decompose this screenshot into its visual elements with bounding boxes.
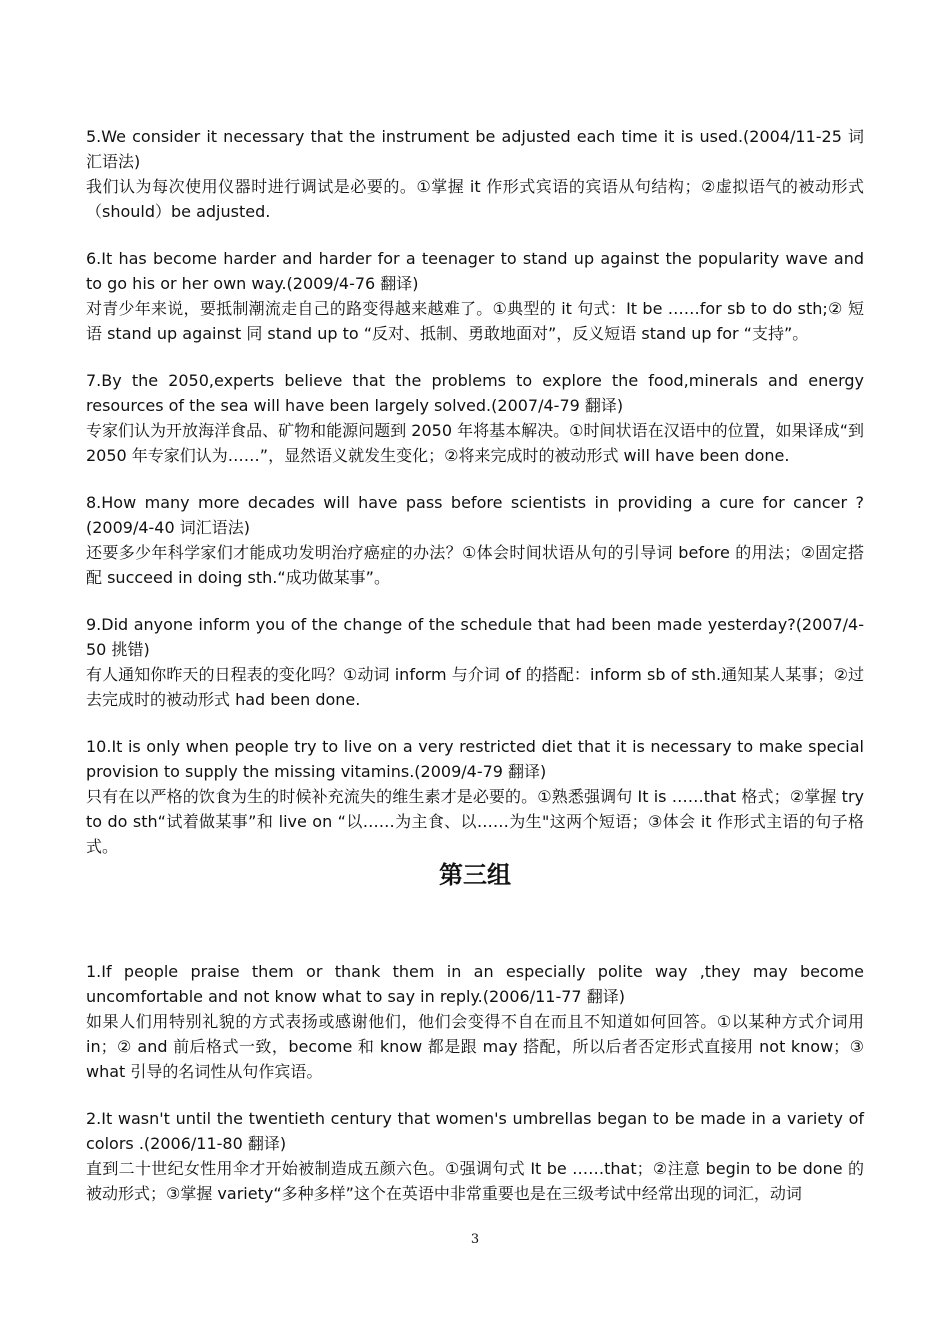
- entry-chinese: 专家们认为开放海洋食品、矿物和能源问题到 2050 年将基本解决。①时间状语在汉语中的位置，如果译成“到 2050 年专家们认为……”，显然语义就发生变化；②将来完成时的被动形式 will have been done.: [86, 421, 864, 465]
- entry-chinese: 有人通知你昨天的日程表的变化吗？①动词 inform 与介词 of 的搭配：inform sb of sth.通知某人某事；②过去完成时的被动形式 had been done.: [86, 665, 864, 709]
- entry-english: 7.By the 2050,experts believe that the problems to explore the food,minerals and energy resources of the sea will have been largely solved.(2007/4-79 翻译): [86, 371, 864, 415]
- entry-8: [86, 490, 864, 590]
- entry-english: 6.It has become harder and harder for a teenager to stand up against the popularity wave and to go his or her own way.(2009/4-76 翻译): [86, 249, 864, 293]
- entry-english: 9.Did anyone inform you of the change of the schedule that had been made yesterday?(2007/4-50 挑错): [86, 615, 864, 659]
- entry-chinese: 只有在以严格的饮食为生的时候补充流失的维生素才是必要的。①熟悉强调句 It is ……that 格式；②掌握 try to do sth“试着做某事”和 live on “以……为主食、以……为生"这两个短语；③体会 it 作形式主语的句子格式。: [86, 787, 864, 856]
- document-page: [86, 124, 864, 1228]
- entry-group3-2: [86, 1106, 864, 1206]
- entry-9: [86, 612, 864, 712]
- page-number: 3: [470, 1232, 480, 1247]
- entry-7: [86, 368, 864, 468]
- entry-chinese: 还要多少年科学家们才能成功发明治疗癌症的办法？①体会时间状语从句的引导词 before 的用法；②固定搭配 succeed in doing sth.“成功做某事”。: [86, 543, 864, 587]
- section-heading: 第三组: [439, 861, 511, 889]
- entry-english: 5.We consider it necessary that the instrument be adjusted each time it is used.(2004/11-25 词汇语法): [86, 127, 864, 171]
- entry-chinese: 如果人们用特别礼貌的方式表扬或感谢他们，他们会变得不自在而且不知道如何回答。①以某种方式介词用 in；② and 前后格式一致，become 和 know 都是跟 may 搭配，所以后者否定形式直接用 not know；③ what 引导的名词性从句作宾语。: [86, 1012, 864, 1081]
- entry-5: [86, 124, 864, 224]
- entry-english: 2.It wasn't until the twentieth century that women's umbrellas began to be made in a variety of colors .(2006/11-80 翻译): [86, 1109, 864, 1153]
- entry-english: 8.How many more decades will have pass before scientists in providing a cure for cancer ?(2009/4-40 词汇语法): [86, 493, 864, 537]
- entry-chinese: 直到二十世纪女性用伞才开始被制造成五颜六色。①强调句式 It be ……that；②注意 begin to be done 的被动形式；③掌握 variety“多种多样”这个在英语中非常重要也是在三级考试中经常出现的词汇，动词: [86, 1159, 864, 1203]
- entry-chinese: 我们认为每次使用仪器时进行调试是必要的。①掌握 it 作形式宾语的宾语从句结构；②虚拟语气的被动形式（should）be adjusted.: [86, 177, 864, 221]
- entry-10: [86, 734, 864, 859]
- entry-6: [86, 246, 864, 346]
- entry-group3-1: [86, 959, 864, 1084]
- entry-english: 1.If people praise them or thank them in an especially polite way ,they may become uncomfortable and not know what to say in reply.(2006/11-77 翻译): [86, 962, 864, 1006]
- entry-chinese: 对青少年来说，要抵制潮流走自己的路变得越来越难了。①典型的 it 句式：It be ……for sb to do sth;② 短语 stand up against 同 stand up to “反对、抵制、勇敢地面对”，反义短语 stand up for “支持”。: [86, 299, 864, 343]
- entry-english: 10.It is only when people try to live on a very restricted diet that it is necessary to make special provision to supply the missing vitamins.(2009/4-79 翻译): [86, 737, 864, 781]
